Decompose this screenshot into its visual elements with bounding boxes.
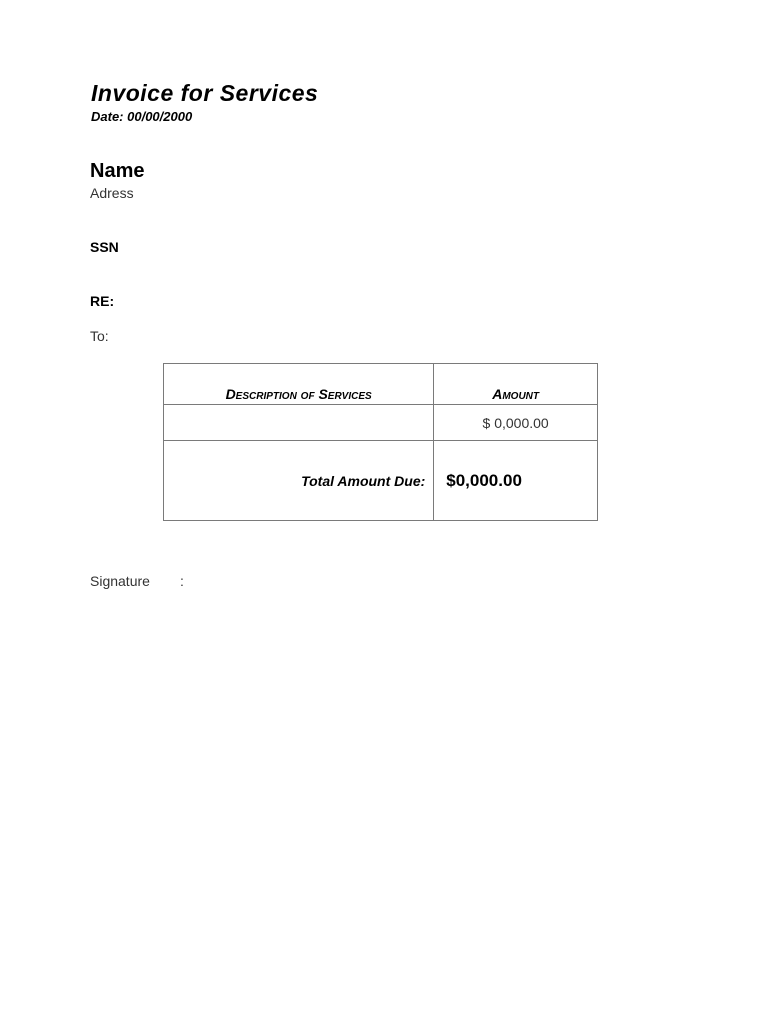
invoice-title: Invoice for Services (91, 80, 319, 106)
re-label: RE: (90, 293, 115, 309)
to-label: To: (90, 328, 109, 344)
ssn-label: SSN (90, 239, 119, 255)
client-name: Name (90, 160, 145, 182)
total-row (164, 441, 598, 521)
signature-colon: : (180, 573, 184, 589)
signature-label: Signature (90, 573, 150, 589)
total-amount-label: Total Amount Due: (164, 441, 434, 521)
table-header-row (164, 364, 598, 405)
service-amount-cell: $ 0,000.00 (434, 405, 598, 441)
service-description-cell (164, 405, 434, 441)
total-amount-value: $0,000.00 (434, 441, 598, 521)
client-address: Adress (90, 185, 134, 201)
description-header: Description of Services (164, 364, 434, 405)
services-table (163, 363, 598, 521)
amount-header: Amount (434, 364, 598, 405)
table-row (164, 405, 598, 441)
invoice-date: Date: 00/00/2000 (91, 109, 193, 124)
